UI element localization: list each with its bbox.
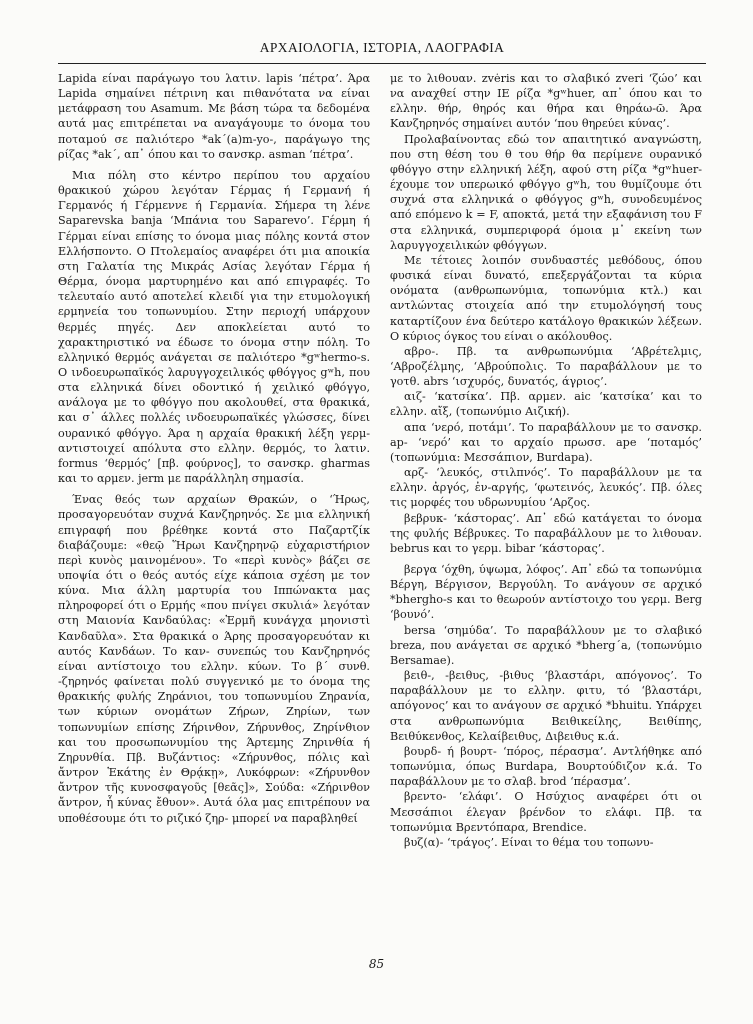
header-rule [58,63,706,64]
paragraph: Μια πόλη στο κέντρο περίπου του αρχαίου θρακικού χώρου λεγόταν Γέρμας ή Γερμανή ή Γερμανός ή Γέρμεννε ή Γερμανία. Σήμερα τη λένε Saparevska banja ‘Μπάνια του Saparevo’. Γέρμη ή Γέρμαι είναι επίσης το όνομα μιας πόλης κοντά στον Ελλήσποντο. Ο Πτολεμαίος αναφέρει ότι μια αποικία στη Γαλατία της Μικράς Ασίας λεγόταν Γέρμα ή Θέρμα, όνομα μαρτυρημένο και από επιγραφές. Το τελευταίο αυτό αποτελεί κλειδί για την ετυμολογική ερμηνεία του τοπωνυμίου. Στην περιοχή υπάρχουν θερμές πηγές. Δεν αποκλείεται αυτό το χαρακτηριστικό να έδωσε το όνομα στην πόλη. Το ελληνικό θερμός ανάγεται σε παλιότερο *gʷhermo-s. Ο ινδοευρωπαϊκός λαρυγγοχειλικός φθόγγος gʷh, που στα ελληνικά δίνει οδοντικό ή χειλικό φθόγγο, ανάλογα με το φθόγγο που ακολουθεί, στα θρακικά, και σ᾽ άλλες πολλές ινδοευρωπαϊκές γλώσσες, δίνει ουρανικό φθόγγο. Άρα η αρχαία θρακική λέξη γερμ- αντιστοιχεί απόλυτα στο ελλην. θερμός, το λατιν. formus ‘θερμός’ [πβ. φούρνος], το σανσκρ. gharmas και το αρμεν. jerm με παράλληλη σημασία. [58,168,370,486]
glossary-entry: απα ‘νερό, ποτάμι’. Το παραβάλλουν με το σανσκρ. ap- ‘νερό’ και το αρχαίο πρωσσ. ape ‘ποταμός’ (τοπωνύμια: Μεσσάπιον, Burdapa). [390,420,702,464]
paragraph: Προλαβαίνοντας εδώ τον απαιτητικό αναγνώστη, που στη θέση του θ του θήρ θα περίμενε ουρανικό φθόγγο στην ελληνική λέξη, αφού στη ρίζα *gʷhuer- έχουμε τον υπερωικό φθόγγο gʷh, του θυμίζουμε ότι συχνά στα ελληνικά ο φθόγγος gʷh, συνοδευμένος από επόμενο k = F, αποκτά, μετά την εξαφάνιση του F στα ελληνικά, συμπεριφορά όμοια μ᾽ εκείνη των λαρυγγοχειλικών φθόγγων. [390,132,702,252]
glossary-entry: βουρδ- ή βουρτ- ‘πόρος, πέρασμα’. Αντλήθηκε από τοπωνύμια, όπως Burdapa, Βουρτούδιζον κ.ά. Το παραβάλλουν με το σλαβ. brod ‘πέρασμα’. [390,744,702,789]
running-header: ΑΡΧΑΙΟΛΟΓΙΑ, ΙΣΤΟΡΙΑ, ΛΑΟΓΡΑΦΙΑ [259,40,505,55]
paragraph: Ένας θεός των αρχαίων Θρακών, ο ‘Ήρως, προσαγορευόταν συχνά Κανζηρηνός. Σε μια ελληνική επιγραφή που βρέθηκε κοντά στο Παζαρτζίκ διαβάζουμε: «θεῷ Ἥρωι Κανζηρηνῷ εὐχαριστήριον περὶ κυνὸς μαινομένου». Το «περὶ κυνὸς» βάζει σε υποψία ότι ο θεός αυτός είχε κάποια σχέση με τον κύνα. Μια άλλη μαρτυρία του Ιππώνακτα μας πληροφορεί ότι ο Ερμής «που πνίγει σκυλιά» λεγόταν στη Μαιονία Κανδαύλας: «Ἑρμῆ κυνάγχα μηονιστὶ Κανδαῦλα». Στα θρακικά ο Άρης προσαγορευόταν κι αυτός Κανδάων. Το καν- συνεπώς του Κανζηρηνός είναι αντίστοιχο του ελλην. κύων. Το β΄ συνθ. -ζηρηνός φαίνεται πολύ συγγενικό με το όνομα της θρακικής φυλής Ζηράνιοι, του τοπωνυμίου Ζηρανία, των κύριων ονομάτων Ζήρων, Ζηρίων, των τοπωνυμίων επίσης Ζήρινθον, Ζήρυνθος, Ζηρίνθιον και του προσωπωνυμίου της Άρτεμης Ζηρινθία ή Ζηρυνθία. Πβ. Βυζάντιος: «Ζήρυνθος, πόλις καὶ ἄντρον Ἑκάτης ἐν Θρᾴκῃ», Λυκόφρων: «Ζήρυνθον ἄντρον τῆς κυνοσφαγοῦς [θεᾶς]», Σούδα: «Ζήρινθον ἄντρον, ἧ κύνας ἔθυον». Αυτά όλα μας επιτρέπουν να υποθέσουμε ότι το ριζικό ζηρ- μπορεί να παραβληθεί [58,493,370,825]
right-column [390,71,702,850]
paragraph: με το λιθουαν. zvėris και το σλαβικό zveri ‘ζώο’ και να αναχθεί στην ΙΕ ρίζα *gʷhuer, απ᾽ όπου και το ελλην. θήρ, θηρός και θήρα και θηράω-ῶ. Άρα Κανζηρηνός σημαίνει αυτόν ‘που θηρεύει κύνας’. [390,72,702,131]
glossary-entry: βεργα ‘όχθη, ύψωμα, λόφος’. Απ᾽ εδώ τα τοπωνύμια Βέργη, Βέργισον, Βεργούλη. Το ανάγουν σε αρχικό *bhergho-s και το θεωρούν αντίστοιχο του γερμ. Berg ‘βουνό’. [390,563,702,622]
paragraph: Με τέτοιες λοιπόν συνδυαστές μεθόδους, όπου φυσικά είναι δυνατό, επεξεργάζονται τα κύρια ονόματα (ανθρωπωνύμια, τοπωνύμια κτλ.) και αντλώντας στοιχεία από την ετυμολόγησή τους καταρτίζουν ένα δεύτερο κατάλογο θρακικών λέξεων. Ο κύριος όγκος του είναι ο ακόλουθος. [390,253,702,343]
left-column [58,71,370,826]
glossary-entry: βεβρυκ- ‘κάστορας’. Απ᾽ εδώ κατάγεται το όνομα της φυλής Βέβρυκες. Το παραβάλλουν με το λιθουαν. bebrus και το γερμ. bibar ‘κάστορας’. [390,511,702,555]
page-number: 85 [368,957,385,971]
paragraph: Lapida είναι παράγωγο του λατιν. lapis ‘πέτρα’. Άρα Lapida σημαίνει πέτρινη και πιθανότατα να είναι μετάφραση του Asamum. Με βάση τώρα τα δεδομένα αυτά μας επιτρέπεται να αναγάγουμε το όνομα του ποταμού σε παλιότερο *ak΄(a)m-yo-, παράγωγο της ρίζας *ak΄, απ᾽ όπου και το σανσκρ. asman ‘πέτρα’. [58,72,370,161]
glossary-entry: βρεντο- ‘ελάφι’. Ο Ησύχιος αναφέρει ότι οι Μεσσάπιοι έλεγαν βρένδον το ελάφι. Πβ. τα τοπωνύμια Βρεντόπαρα, Brendice. [390,790,702,834]
glossary-entry: bersa ‘σημύδα’. Το παραβάλλουν με το σλαβικό breza, που ανάγεται σε αρχικό *bherg΄a, (τοπωνύμιο Bersamae). [390,623,702,667]
glossary-entry: αβρο-. Πβ. τα ανθρωπωνύμια ‘Αβρέτελμις, ‘Αβροζέλμης, ‘Αβρούπολις. Το παραβάλλουν με το γοτθ. abrs ‘ισχυρός, δυνατός, άγριος’. [390,344,702,389]
glossary-entry: βυζ(α)- ‘τράγος’. Είναι το θέμα του τοπωνυ- [404,835,654,849]
glossary-entry: αρζ- ‘λευκός, στιλπνός’. Το παραβάλλουν με τα ελλην. ἀργός, ἐν-αργής, ‘φωτεινός, λευκός’. Πβ. όλες τις μορφές του υδρωνυμίου ‘Αρζος. [390,466,702,510]
glossary-entry: βειθ-, -βειθυς, -βιθυς ‘βλαστάρι, απόγονος’. Το παραβάλλουν με το ελλην. φιτυ, τό ‘βλαστάρι, απόγονος’ και το ανάγουν σε αρχικό *bhuitu. Υπάρχει στα ανθρωπωνύμια Βειθικείλης, Βειθίπης, Βειθύκενθος, Κελαίβειθυς, Διβειθυς κ.ά. [390,669,702,743]
glossary-entry: αιζ- ‘κατσίκα’. Πβ. αρμεν. aic ‘κατσίκα’ και το ελλην. αἴξ, (τοπωνύμιο Αιζική). [390,390,702,419]
